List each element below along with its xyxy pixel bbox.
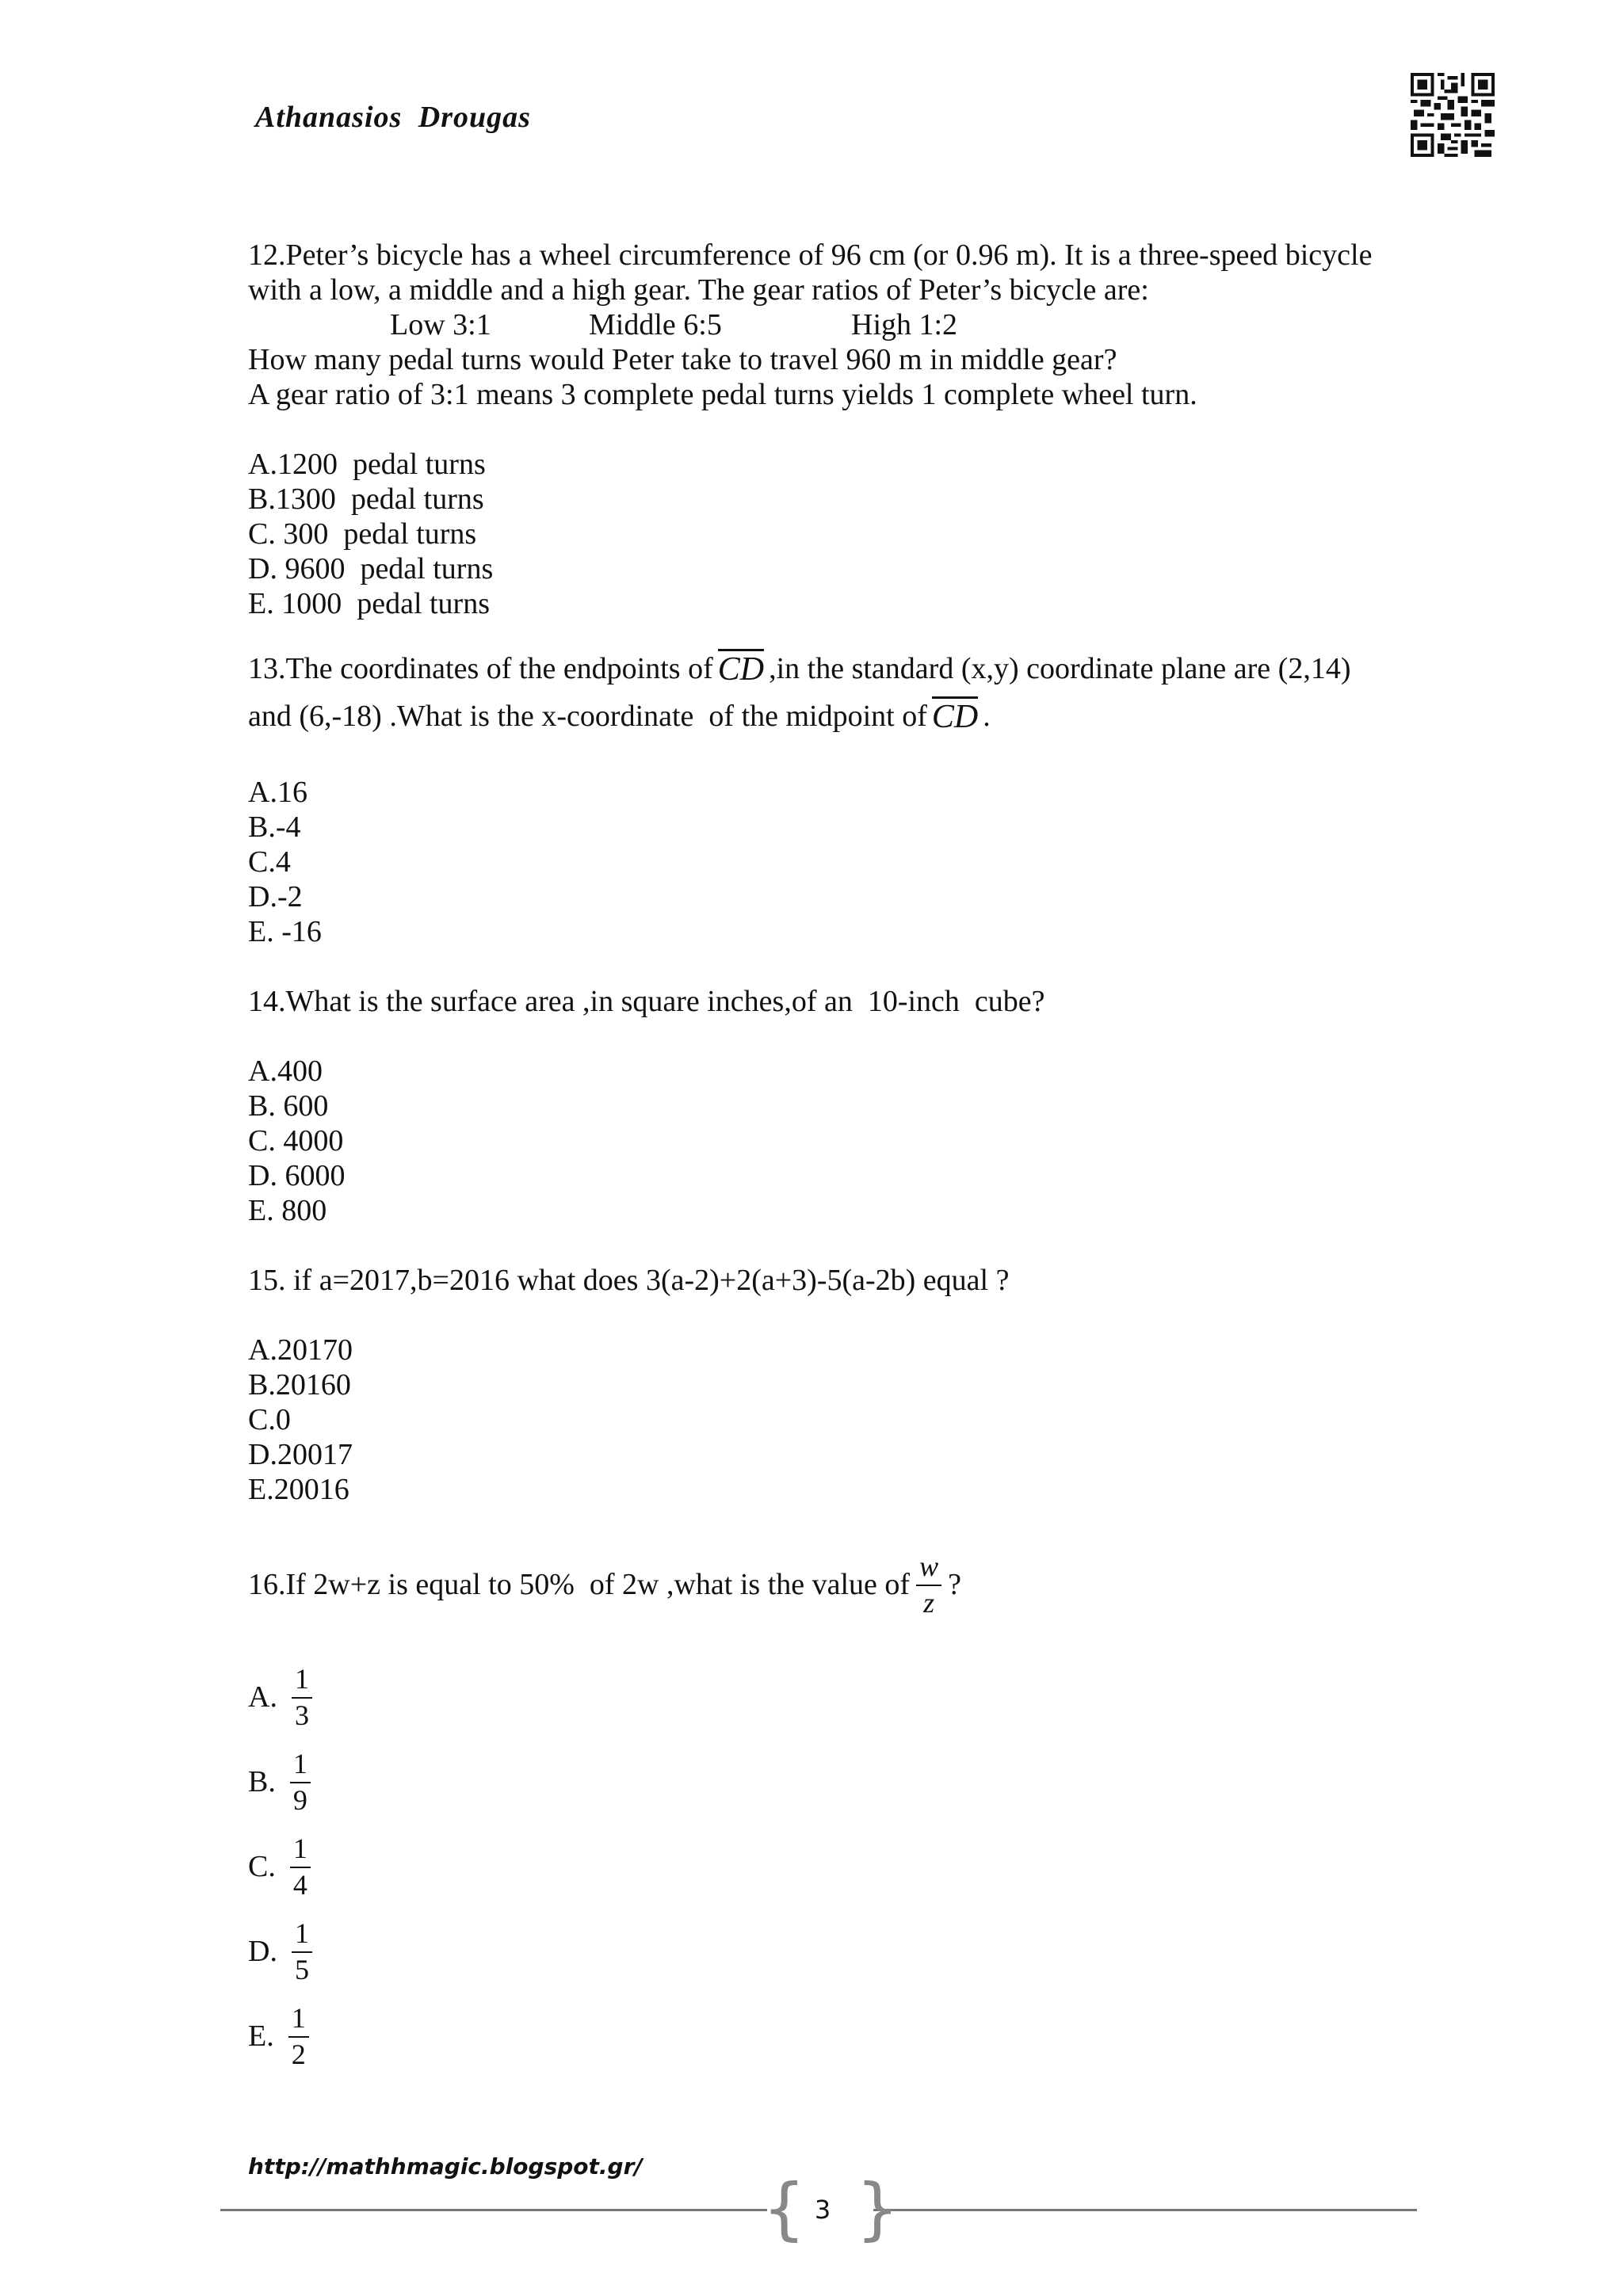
q13-text-2: ,in the standard (x,y) coordinate plane are (2,14) <box>769 652 1351 685</box>
segment-cd-2: CD <box>932 696 978 734</box>
q14-option-b: B. 600 <box>248 1089 329 1123</box>
q16-option-c <box>248 1824 1405 1909</box>
q14-question: 14.What is the surface area ,in square inches,of an 10-inch cube? <box>248 985 1045 1018</box>
fraction-denominator: 2 <box>291 2038 306 2070</box>
fraction-numerator: 1 <box>292 1747 307 1779</box>
fraction-bar <box>916 1585 941 1586</box>
q12-line-1: 12.Peter’s bicycle has a wheel circumference of 96 cm (or 0.96 m). It is a three-speed bicycle <box>248 238 1373 272</box>
question-12 <box>248 238 1405 621</box>
q16-question-mark: ? <box>948 1568 961 1601</box>
q12-option-b: B.1300 pedal turns <box>248 482 484 516</box>
author-name: Athanasios Drougas <box>255 101 531 134</box>
q12-option-a: A.1200 pedal turns <box>248 448 486 481</box>
fraction-bar <box>290 1782 311 1783</box>
fraction-bar <box>292 1951 312 1953</box>
fraction-denominator: 9 <box>292 1783 307 1816</box>
option-label: D. <box>248 1934 277 1968</box>
q12-line-5: A gear ratio of 3:1 means 3 complete pedal turns yields 1 complete wheel turn. <box>248 378 1197 411</box>
fraction-bar <box>290 1867 311 1868</box>
fraction-w-over-z <box>916 1551 941 1618</box>
q12-line-2: with a low, a middle and a high gear. The gear ratios of Peter’s bicycle are: <box>248 273 1149 307</box>
q13-text-4: . <box>983 700 991 733</box>
q14-option-d: D. 6000 <box>248 1159 346 1192</box>
q14-option-c: C. 4000 <box>248 1124 344 1158</box>
footer-divider-left <box>220 2209 767 2211</box>
q13-option-e: E. -16 <box>248 915 322 948</box>
q16-option-e <box>248 1993 1405 2078</box>
option-fraction <box>292 1664 312 1730</box>
q16-question-line <box>248 1547 1405 1623</box>
q13-text-1: 13.The coordinates of the endpoints of <box>248 652 713 685</box>
q12-line-4: How many pedal turns would Peter take to travel 960 m in middle gear? <box>248 343 1117 376</box>
ratio-low: Low 3:1 <box>390 308 491 341</box>
q16-option-a <box>248 1654 1405 1739</box>
ratio-high: High 1:2 <box>851 308 958 341</box>
q13-line-2 <box>248 692 1405 740</box>
option-label: C. <box>248 1849 276 1883</box>
q12-option-d: D. 9600 pedal turns <box>248 552 494 585</box>
q15-option-d: D.20017 <box>248 1438 353 1471</box>
left-brace-icon: { <box>762 2169 806 2248</box>
fraction-numerator: 1 <box>291 2001 306 2034</box>
q15-option-e: E.20016 <box>248 1473 349 1506</box>
question-16 <box>248 1547 1405 2078</box>
fraction-denominator: 4 <box>292 1868 307 1901</box>
q13-option-a: A.16 <box>248 776 307 809</box>
q13-line-1 <box>248 645 1405 692</box>
footer-url-link[interactable]: http://mathhmagic.blogspot.gr/ <box>248 2153 643 2180</box>
q16-option-b <box>248 1739 1405 1824</box>
q13-option-d: D.-2 <box>248 880 303 913</box>
q15-question: 15. if a=2017,b=2016 what does 3(a-2)+2(a+3)-5(a-2b) equal ? <box>248 1264 1010 1297</box>
ratio-middle: Middle 6:5 <box>589 308 722 341</box>
question-13 <box>248 645 1405 949</box>
gear-ratios <box>248 307 1405 342</box>
q16-question-text: 16.If 2w+z is equal to 50% of 2w ,what is the value of <box>248 1568 911 1601</box>
fraction-numerator: 1 <box>292 1832 307 1864</box>
q15-option-a: A.20170 <box>248 1333 353 1367</box>
segment-cd: CD <box>718 649 764 686</box>
q14-option-a: A.400 <box>248 1055 323 1088</box>
q13-option-c: C.4 <box>248 845 291 879</box>
q15-option-c: C.0 <box>248 1403 291 1436</box>
fraction-numerator: w <box>919 1550 939 1582</box>
worksheet-body <box>248 238 1405 2078</box>
question-14 <box>248 984 1405 1228</box>
q13-text-3: and (6,-18) .What is the x-coordinate of the midpoint of <box>248 700 927 733</box>
option-label: A. <box>248 1680 277 1714</box>
option-label: B. <box>248 1764 276 1798</box>
right-brace-icon: } <box>856 2169 899 2248</box>
fraction-numerator: 1 <box>294 1662 309 1695</box>
q12-option-c: C. 300 pedal turns <box>248 517 477 551</box>
question-15 <box>248 1263 1405 1507</box>
q13-option-b: B.-4 <box>248 810 301 844</box>
option-fraction <box>288 2003 309 2069</box>
fraction-denominator: 5 <box>294 1953 309 1985</box>
fraction-bar <box>288 2036 309 2038</box>
q12-option-e: E. 1000 pedal turns <box>248 587 491 620</box>
q14-option-e: E. 800 <box>248 1194 327 1227</box>
option-fraction <box>290 1833 311 1900</box>
option-label: E. <box>248 2019 274 2053</box>
fraction-bar <box>292 1697 312 1699</box>
fraction-numerator: 1 <box>294 1917 309 1949</box>
fraction-denominator: z <box>923 1587 935 1619</box>
option-fraction <box>290 1749 311 1815</box>
q16-option-d <box>248 1909 1405 1993</box>
option-fraction <box>292 1918 312 1985</box>
fraction-denominator: 3 <box>294 1699 309 1731</box>
page-number: 3 <box>814 2195 831 2225</box>
q15-option-b: B.20160 <box>248 1368 351 1402</box>
qr-code-icon <box>1411 73 1495 157</box>
footer-divider-right <box>873 2209 1417 2211</box>
